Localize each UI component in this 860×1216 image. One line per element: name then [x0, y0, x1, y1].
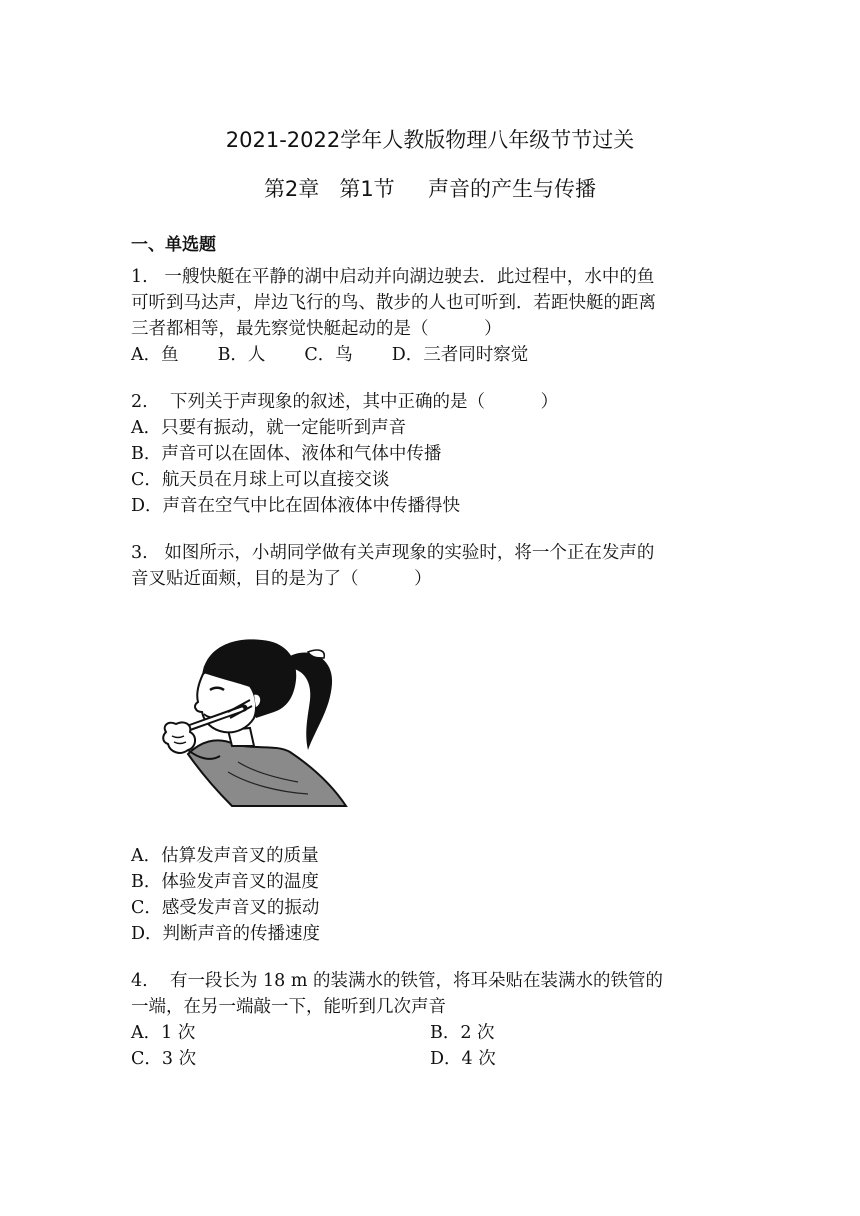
q4-option-b: B．2 次 — [430, 1023, 495, 1043]
q4-stem-line-1: 4. 有一段长为 18 m 的装满水的铁管，将耳朵贴在装满水的铁管的 — [131, 971, 663, 991]
q1-stem-line-1: 1. 一艘快艇在平静的湖中启动并向湖边驶去．此过程中，水中的鱼 — [131, 267, 655, 287]
q4-option-c: C．3 次 — [131, 1049, 197, 1069]
q2-option-b: B．声音可以在固体、液体和气体中传播 — [131, 444, 442, 464]
q3-option-a: A．估算发声音叉的质量 — [131, 846, 319, 866]
q4-option-a: A．1 次 — [131, 1023, 196, 1043]
q2-option-a: A．只要有振动，就一定能听到声音 — [131, 418, 407, 438]
q2-option-c: C．航天员在月球上可以直接交谈 — [131, 470, 390, 490]
q4-stem-line-2: 一端，在另一端敲一下，能听到几次声音 — [131, 997, 446, 1017]
section-heading: 一、单选题 — [131, 235, 216, 255]
q1-options: A．鱼 B．人 C．鸟 D．三者同时察觉 — [131, 345, 529, 365]
q3-option-c: C．感受发声音叉的振动 — [131, 898, 320, 918]
q3-stem-line-1: 3. 如图所示，小胡同学做有关声现象的实验时，将一个正在发声的 — [131, 543, 655, 563]
q3-stem-line-2: 音叉贴近面颊，目的是为了（ ） — [131, 569, 432, 589]
q3-option-b: B．体验发声音叉的温度 — [131, 872, 319, 892]
q1-stem-line-3: 三者都相等，最先察觉快艇起动的是（ ） — [131, 319, 502, 339]
q2-option-d: D．声音在空气中比在固体液体中传播得快 — [131, 496, 461, 516]
q1-stem-line-2: 可听到马达声，岸边飞行的鸟、散步的人也可听到．若距快艇的距离 — [131, 293, 656, 313]
q2-stem: 2. 下列关于声现象的叙述，其中正确的是（ ） — [131, 392, 559, 412]
q3-option-d: D．判断声音的传播速度 — [131, 924, 321, 944]
chapter-subtitle: 第2章 第1节 声音的产生与传播 — [263, 177, 597, 201]
document-title: 2021-2022学年人教版物理八年级节节过关 — [225, 128, 635, 152]
q4-option-d: D．4 次 — [430, 1049, 496, 1069]
girl-tuning-fork-illustration — [158, 632, 348, 807]
